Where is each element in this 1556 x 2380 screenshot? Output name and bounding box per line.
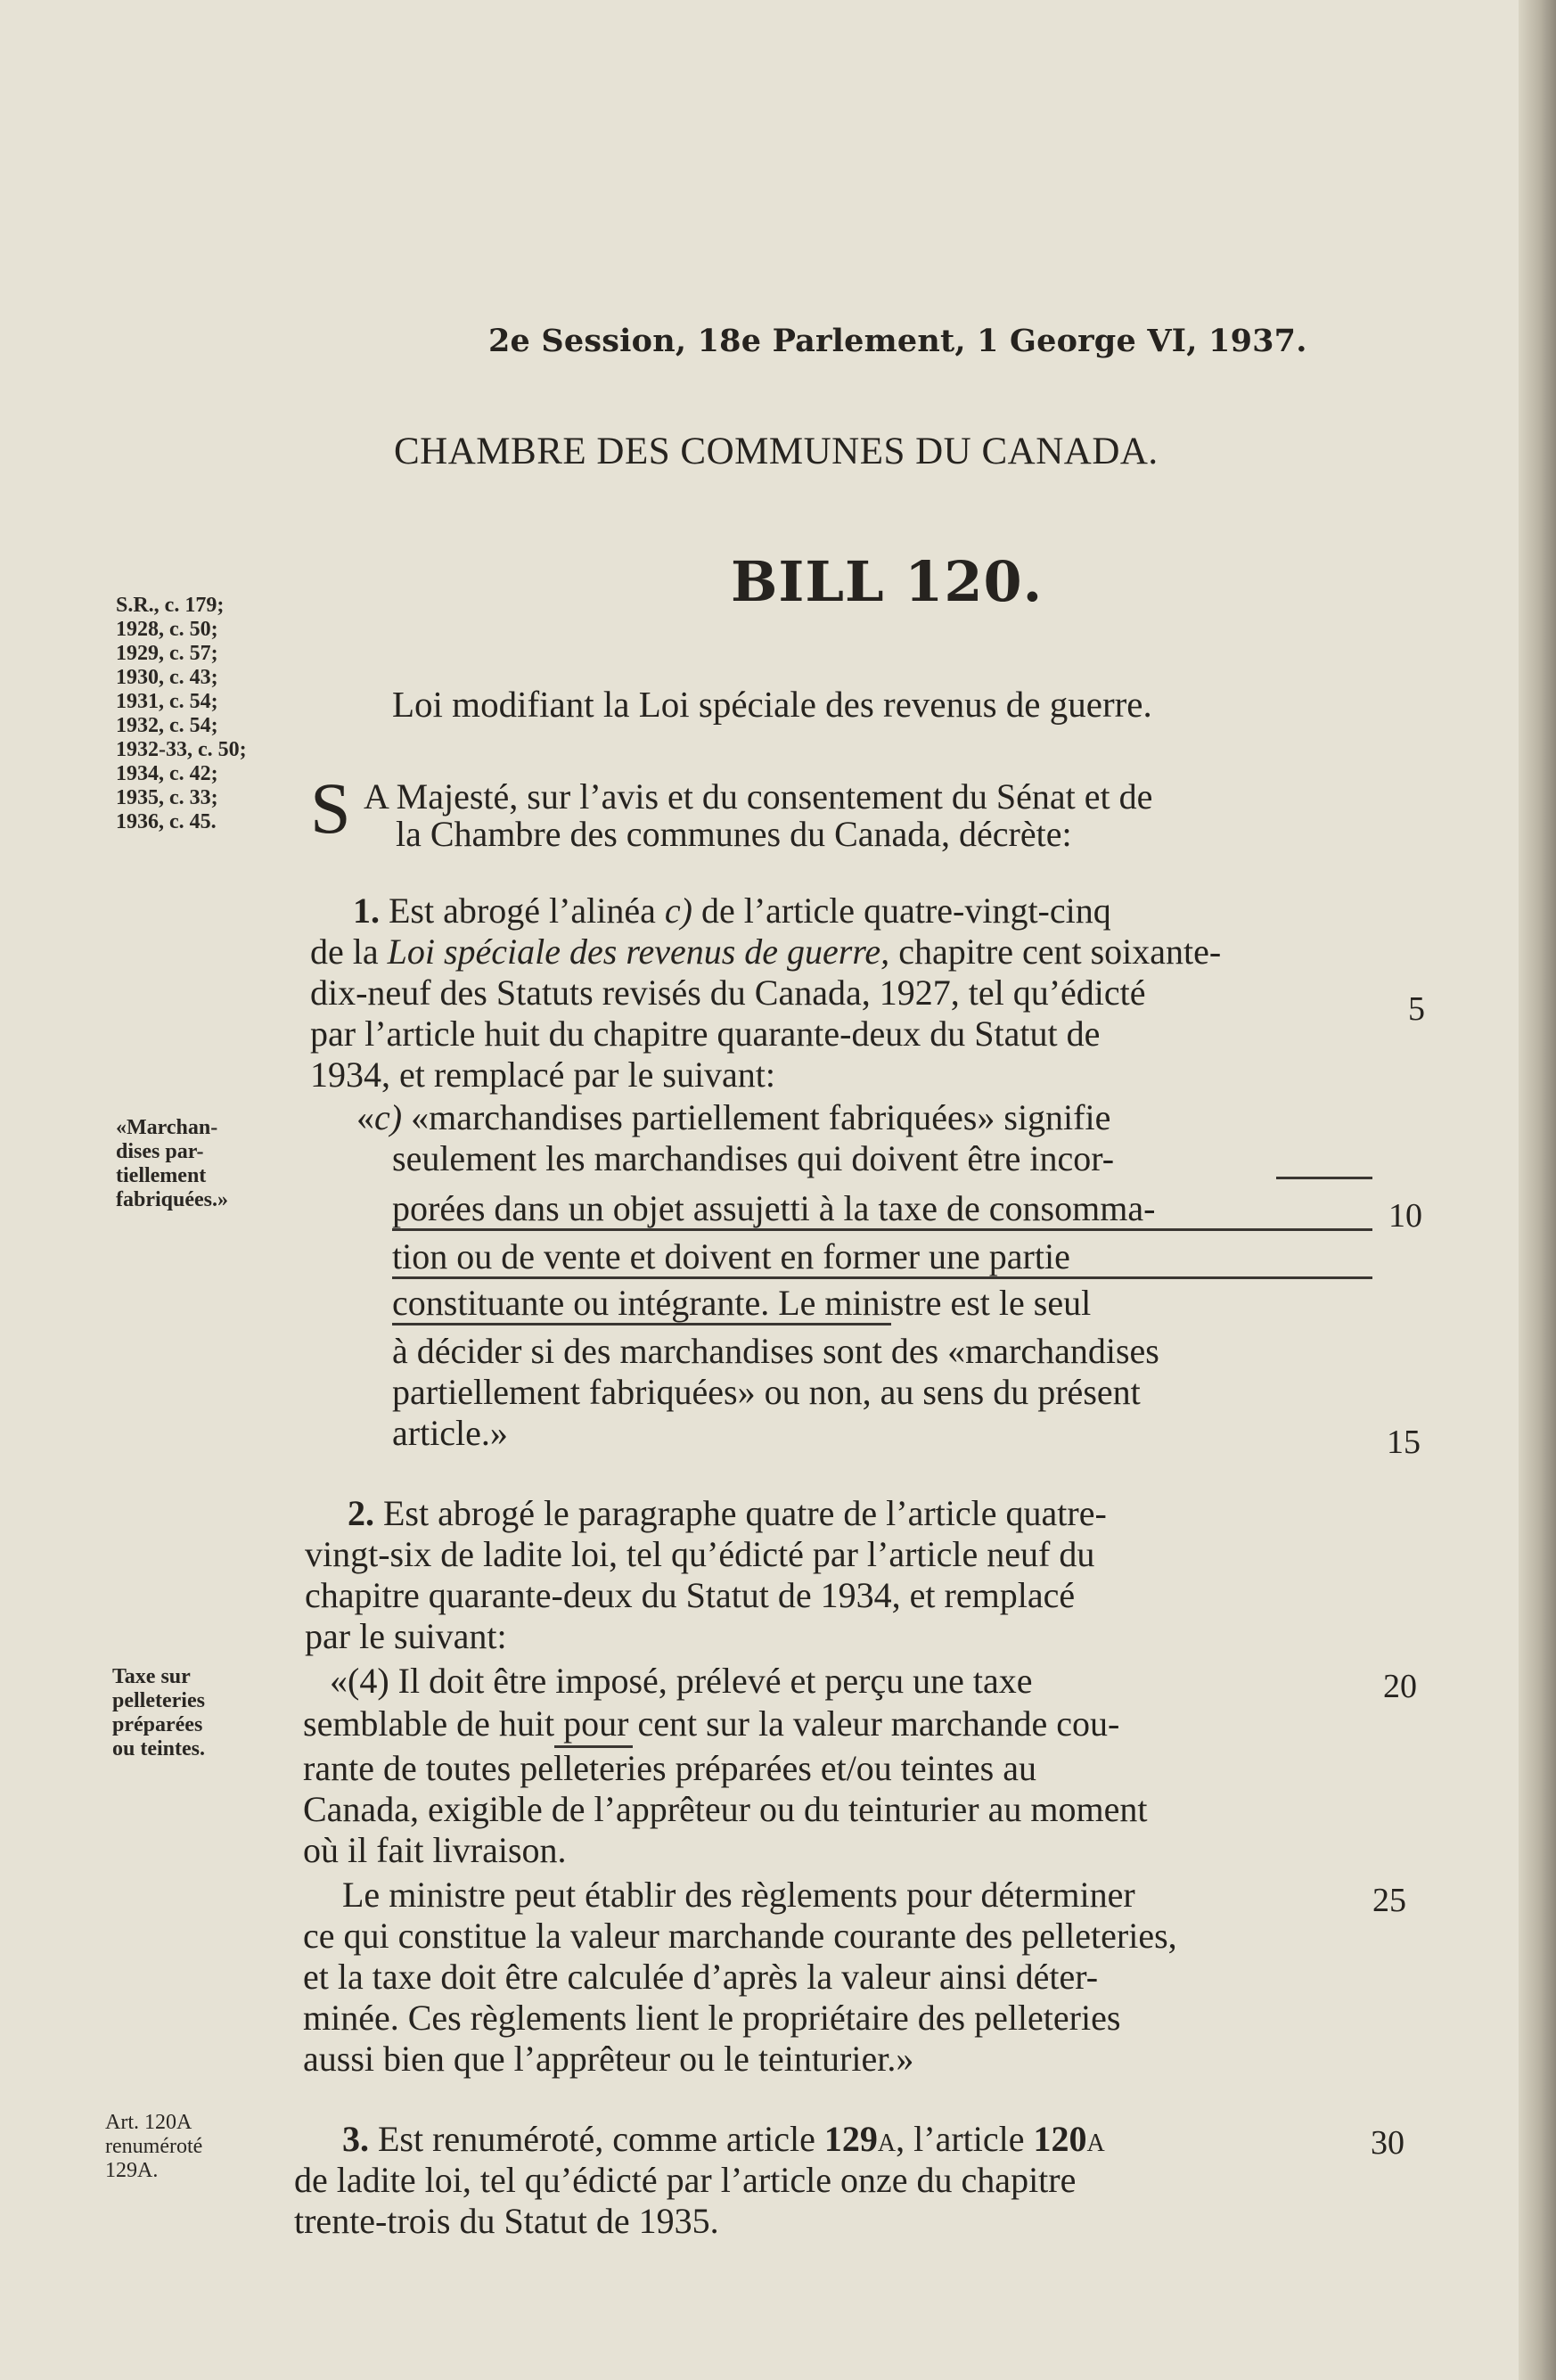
section-number: 2. [348,1493,374,1533]
note-line: renuméroté [105,2135,203,2158]
article-suffix: A [877,2130,897,2157]
section-1-line-3: dix-neuf des Statuts revisés du Canada, 1927, tel qu’édicté [310,973,1146,1013]
pencil-underline [392,1276,1372,1279]
section-2-line-3: chapitre quarante-deux du Statut de 1934, et remplacé [305,1575,1076,1615]
article-suffix: A [1086,2130,1105,2157]
ref-line: 1929, c. 57; [116,642,218,665]
act-name: Loi spéciale des revenus de guerre, [387,931,890,972]
note-line: Taxe sur [112,1665,191,1688]
section-1-line-5: 1934, et remplacé par le suivant: [310,1055,776,1095]
note-line: Art. 120A [105,2111,192,2134]
line-number: 30 [1371,2124,1404,2162]
ref-line: 1932-33, c. 50; [116,738,247,761]
bill-title: Loi modifiant la Loi spéciale des revenus de guerre. [392,684,1152,725]
text: chapitre cent soixante- [898,931,1222,972]
note-line: ou teintes. [112,1737,205,1760]
note-line: préparées [112,1713,203,1736]
section-2-quote-3: rante de toutes pelleteries préparées et/ou teintes au [303,1748,1036,1788]
section-2-quote-2: semblable de huit pour cent sur la valeur marchande cou- [303,1703,1120,1744]
section-1-line-2 [310,932,1221,972]
section-2-line-1 [348,1494,1107,1533]
chamber-heading: CHAMBRE DES COMMUNES DU CANADA. [394,431,1159,472]
section-number: 1. [353,890,380,931]
text: Est abrogé l’alinéa [389,890,656,931]
section-1-quote-1 [356,1098,1110,1137]
line-number: 5 [1408,990,1425,1028]
text: Est abrogé le paragraphe quatre de l’article quatre- [383,1493,1107,1533]
note-line: dises par- [116,1140,204,1163]
preamble-line-2: la Chambre des communes du Canada, décrète: [396,814,1072,854]
section-2-quote-5: où il fait livraison. [303,1830,567,1870]
note-line: 129A. [105,2159,159,2182]
section-1-quote-3: porées dans un objet assujetti à la taxe de consomma- [392,1188,1156,1228]
text: « [356,1097,374,1137]
note-line: «Marchan- [116,1116,218,1139]
section-2-para-5: aussi bien que l’apprêteur ou le teinturier.» [303,2039,914,2079]
section-1-line-1 [353,891,1111,931]
section-1-quote-5: constituante ou intégrante. Le ministre est le seul [392,1283,1092,1323]
text: , l’article [896,2119,1025,2159]
section-2-para-2: ce qui constitue la valeur marchande courante des pelleteries, [303,1916,1177,1956]
section-3-line-3: trente-trois du Statut de 1935. [294,2201,719,2241]
ref-line: 1932, c. 54; [116,714,218,737]
page-edge [1519,0,1556,2380]
margin-note-references [116,594,247,834]
ref-line: 1936, c. 45. [116,810,217,833]
pencil-underline [392,1228,1372,1231]
section-2-quote-1: «(4) Il doit être imposé, prélevé et perçu une taxe [330,1661,1033,1701]
section-1-quote-4: tion ou de vente et doivent en former une partie [392,1236,1070,1276]
margin-note-art [105,2111,202,2183]
pencil-underline [392,1323,891,1325]
ref-line: S.R., c. 179; [116,594,225,617]
ref-line: 1934, c. 42; [116,762,218,785]
session-heading: 2e Session, 18e Parlement, 1 George VI, 1937. [488,323,1307,359]
ref-line: 1930, c. 43; [116,666,218,689]
text: de l’article quatre-vingt-cinq [700,890,1111,931]
section-number: 3. [342,2119,369,2159]
section-1-quote-7: partiellement fabriquées» ou non, au sens du présent [392,1372,1141,1412]
text: Est renuméroté, comme article [378,2119,815,2159]
article-number: 120 [1033,2119,1087,2159]
section-2-para-4: minée. Ces règlements lient le propriétaire des pelleteries [303,1998,1121,2038]
preamble-line-1: A Majesté, sur l’avis et du consentement du Sénat et de [364,776,1153,817]
section-2-para-3: et la taxe doit être calculée d’après la valeur ainsi déter- [303,1957,1099,1997]
ref-line: 1931, c. 54; [116,690,218,713]
section-2-line-4: par le suivant: [305,1616,507,1656]
section-3-line-1 [342,2120,1105,2163]
article-number: 129 [823,2119,878,2159]
section-1-quote-6: à décider si des marchandises sont des «marchandises [392,1331,1159,1371]
note-line: fabriquées.» [116,1188,228,1211]
text-italic: c) [374,1097,403,1137]
line-number: 15 [1387,1424,1421,1461]
note-line: pelleteries [112,1689,205,1712]
line-number: 10 [1388,1197,1422,1235]
note-line: tiellement [116,1164,207,1187]
margin-note-marchandises [116,1116,228,1212]
line-number: 20 [1383,1668,1417,1705]
line-number: 25 [1372,1882,1406,1919]
text: «marchandises partiellement fabriquées» signifie [411,1097,1111,1137]
section-1-quote-2: seulement les marchandises qui doivent être incor- [392,1138,1115,1178]
section-1-quote-8: article.» [392,1413,508,1453]
text: de la [310,931,379,972]
text-italic: c) [664,890,692,931]
ref-line: 1935, c. 33; [116,786,218,809]
pencil-underline [1276,1177,1372,1179]
section-1-line-4: par l’article huit du chapitre quarante-deux du Statut de [310,1014,1101,1054]
drop-cap: S [310,767,351,849]
section-2-para-1: Le ministre peut établir des règlements pour déterminer [342,1875,1135,1915]
bill-number: BILL 120. [731,549,1044,614]
margin-note-taxe [112,1665,205,1761]
section-2-line-2: vingt-six de ladite loi, tel qu’édicté par l’article neuf du [305,1534,1095,1574]
section-3-line-2: de ladite loi, tel qu’édicté par l’article onze du chapitre [294,2160,1077,2200]
section-2-quote-4: Canada, exigible de l’apprêteur ou du teinturier au moment [303,1789,1148,1829]
ref-line: 1928, c. 50; [116,618,218,641]
